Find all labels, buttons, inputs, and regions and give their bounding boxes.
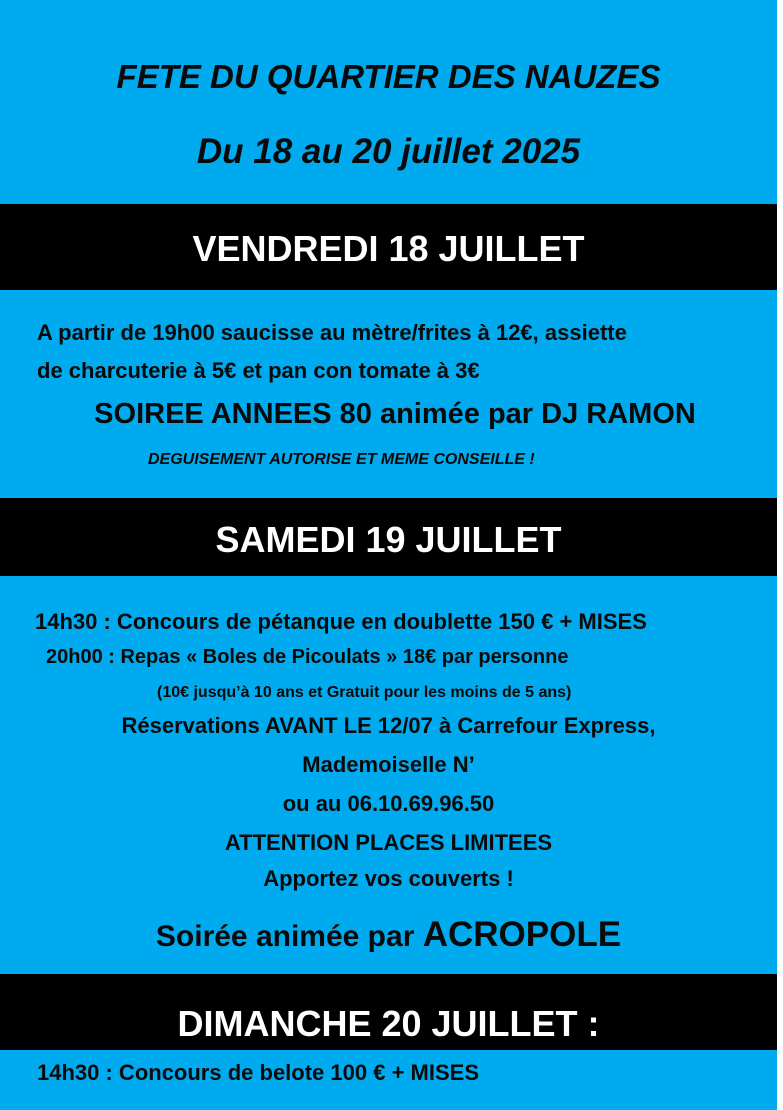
saturday-limited-places: ATTENTION PLACES LIMITEES [224,830,553,855]
saturday-heading: SAMEDI 19 JUILLET [0,498,777,576]
event-dates: Du 18 au 20 juillet 2025 [196,132,581,171]
saturday-phone: ou au 06.10.69.96.50 [282,791,495,816]
saturday-evening-prefix: Soirée animée par [155,920,415,953]
saturday-cutlery-note: Apportez vos couverts ! [263,866,514,891]
saturday-evening-band: ACROPOLE [422,915,622,954]
saturday-meal: 20h00 : Repas « Boles de Picoulats » 18€ par personne [46,646,569,668]
friday-heading: VENDREDI 18 JUILLET [0,204,777,290]
poster-title: FETE DU QUARTIER DES NAUZES [116,58,661,95]
saturday-meal-prices: (10€ jusqu’à 10 ans et Gratuit pour les moins de 5 ans) [157,684,572,701]
saturday-booking: Réservations AVANT LE 12/07 à Carrefour Express, [121,713,656,738]
poster-right-edge [777,0,783,1110]
sunday-belote: 14h30 : Concours de belote 100 € + MISES [37,1060,479,1085]
friday-party: SOIREE ANNEES 80 animée par DJ RAMON [94,398,696,430]
saturday-booking-place: Mademoiselle N’ [302,752,475,777]
saturday-evening [0,915,777,955]
friday-food-line-1: A partir de 19h00 saucisse au mètre/frites à 12€, assiette [37,320,627,345]
friday-costume-note: DEGUISEMENT AUTORISE ET MEME CONSEILLE ! [148,451,535,468]
saturday-petanque: 14h30 : Concours de pétanque en doublette 150 € + MISES [35,609,647,634]
sunday-heading: DIMANCHE 20 JUILLET : [0,974,777,1050]
friday-food-line-2: de charcuterie à 5€ et pan con tomate à 3€ [37,358,480,383]
